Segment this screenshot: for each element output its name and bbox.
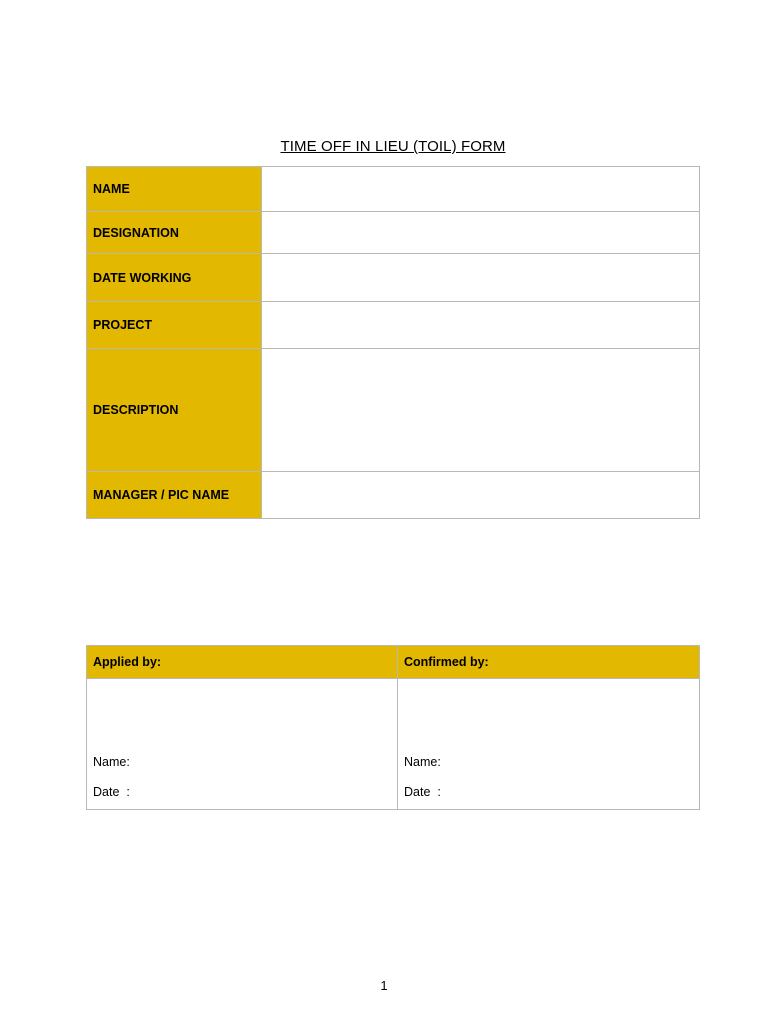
project-label: PROJECT xyxy=(87,302,262,349)
name-field[interactable] xyxy=(262,167,700,212)
confirmed-by-name-label: Name: xyxy=(404,755,441,769)
confirmed-by-date-label: Date : xyxy=(404,785,441,799)
date-working-label: DATE WORKING xyxy=(87,254,262,302)
applied-by-header: Applied by: xyxy=(87,646,398,679)
manager-pic-name-field[interactable] xyxy=(262,472,700,519)
project-field[interactable] xyxy=(262,302,700,349)
applied-by-signature-area[interactable] xyxy=(87,679,398,810)
form-row-description xyxy=(87,349,700,472)
applied-by-name-label: Name: xyxy=(93,755,130,769)
page-number: 1 xyxy=(380,978,388,993)
signature-body-row xyxy=(87,679,700,810)
designation-label: DESIGNATION xyxy=(87,212,262,254)
signature-table xyxy=(86,645,700,810)
designation-field[interactable] xyxy=(262,212,700,254)
date-working-field[interactable] xyxy=(262,254,700,302)
name-label: NAME xyxy=(87,167,262,212)
form-row-date-working xyxy=(87,254,700,302)
form-row-designation xyxy=(87,212,700,254)
toil-details-table xyxy=(86,166,700,519)
form-row-manager xyxy=(87,472,700,519)
confirmed-by-signature-area[interactable] xyxy=(398,679,700,810)
description-label: DESCRIPTION xyxy=(87,349,262,472)
form-row-name xyxy=(87,167,700,212)
form-title: TIME OFF IN LIEU (TOIL) FORM xyxy=(280,138,506,155)
manager-pic-name-label: MANAGER / PIC NAME xyxy=(87,472,262,519)
confirmed-by-header: Confirmed by: xyxy=(398,646,700,679)
signature-header-row xyxy=(87,646,700,679)
description-field[interactable] xyxy=(262,349,700,472)
form-row-project xyxy=(87,302,700,349)
applied-by-date-label: Date : xyxy=(93,785,130,799)
